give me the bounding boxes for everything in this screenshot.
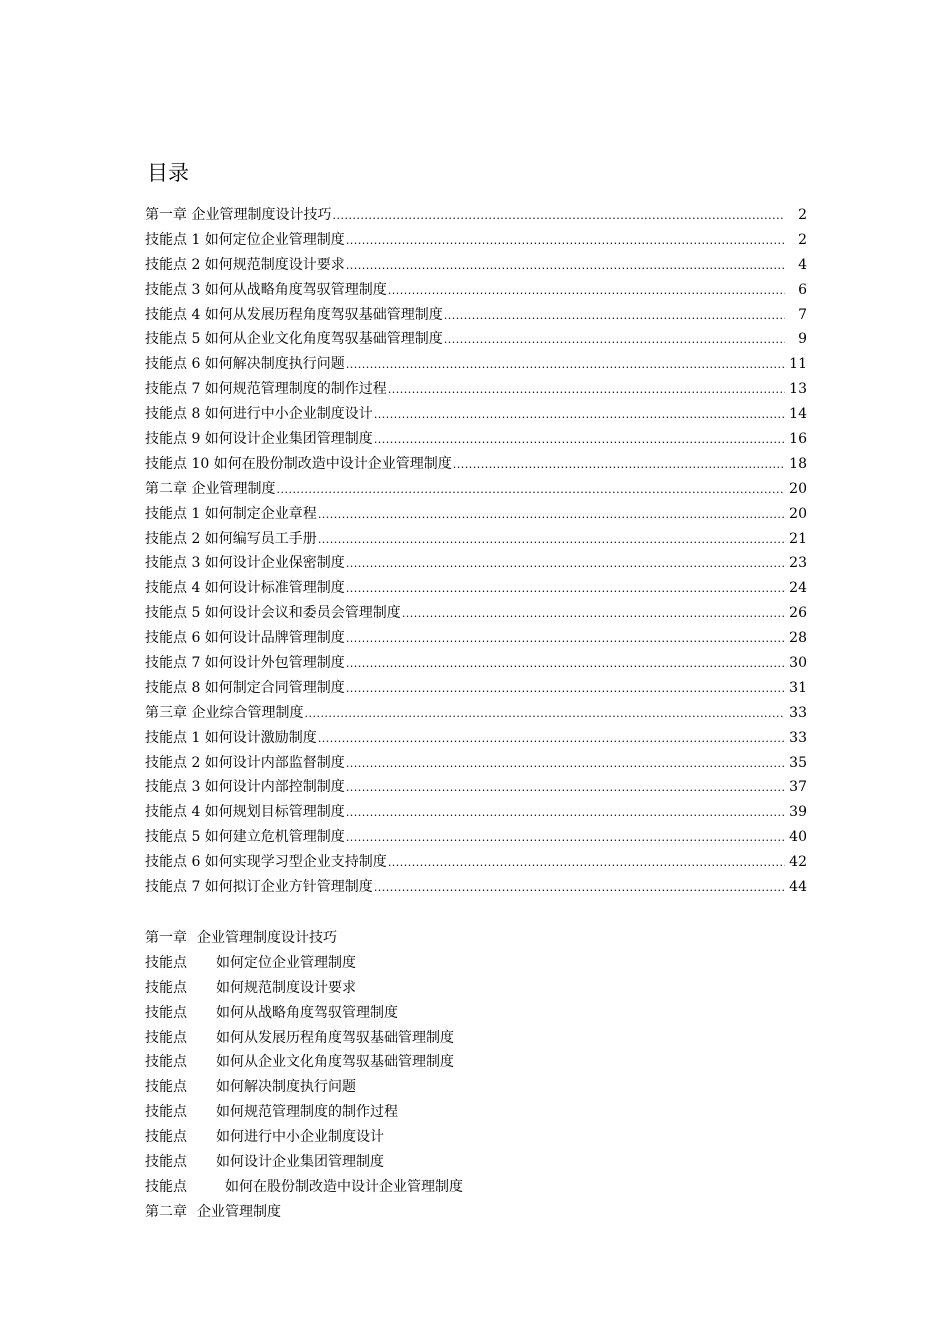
toc-leader-dots bbox=[374, 876, 785, 901]
toc-leader-dots bbox=[276, 478, 785, 503]
toc-page-number: 4 bbox=[798, 256, 807, 273]
toc-leader-dots bbox=[374, 403, 785, 428]
outline-item bbox=[145, 1175, 807, 1200]
toc-page-number: 33 bbox=[789, 729, 807, 746]
toc-leader-dots bbox=[346, 229, 785, 254]
toc-page-number: 18 bbox=[789, 455, 807, 472]
outline-item bbox=[145, 1026, 807, 1051]
toc-entry-label: 技能点 3 如何设计企业保密制度 bbox=[145, 555, 345, 572]
outline-item bbox=[145, 976, 807, 1001]
toc-leader-dots bbox=[318, 503, 785, 528]
toc-leader-dots bbox=[388, 851, 785, 876]
toc-leader-dots bbox=[346, 677, 785, 702]
toc-entry-label: 技能点 7 如何设计外包管理制度 bbox=[145, 655, 345, 672]
toc-entry[interactable] bbox=[145, 651, 807, 676]
outline-chapter-heading bbox=[145, 926, 807, 951]
outline-text: 如何设计企业集团管理制度 bbox=[216, 1154, 384, 1171]
toc-entry-label: 技能点 6 如何解决制度执行问题 bbox=[145, 356, 345, 373]
toc-entry[interactable] bbox=[145, 825, 807, 850]
outline-text: 如何进行中小企业制度设计 bbox=[216, 1129, 384, 1146]
toc-page-number: 21 bbox=[789, 530, 807, 547]
outline-prefix: 技能点 bbox=[145, 979, 187, 996]
toc-leader-dots bbox=[444, 304, 785, 329]
toc-leader-dots bbox=[346, 577, 785, 602]
toc-entry-label: 技能点 5 如何建立危机管理制度 bbox=[145, 829, 345, 846]
toc-leader-dots bbox=[402, 602, 785, 627]
toc-leader-dots bbox=[346, 826, 785, 851]
toc-entry[interactable] bbox=[145, 327, 807, 352]
toc-page-number: 26 bbox=[789, 605, 807, 622]
toc-entry[interactable] bbox=[145, 850, 807, 875]
toc-entry[interactable] bbox=[145, 303, 807, 328]
toc-leader-dots bbox=[346, 801, 785, 826]
toc-page-number: 39 bbox=[789, 804, 807, 821]
outline-prefix: 第一章 bbox=[145, 930, 187, 946]
outline-text: 如何从企业文化角度驾驭基础管理制度 bbox=[216, 1054, 454, 1071]
toc-leader-dots bbox=[318, 528, 785, 553]
toc-leader-dots bbox=[453, 453, 785, 478]
outline-prefix: 技能点 bbox=[145, 1178, 187, 1195]
toc-leader-dots bbox=[318, 727, 785, 752]
outline-item bbox=[145, 1125, 807, 1150]
toc-page-number: 33 bbox=[789, 704, 807, 721]
outline-prefix: 技能点 bbox=[145, 1154, 187, 1171]
outline-prefix: 技能点 bbox=[145, 954, 187, 971]
outline-text: 如何规范管理制度的制作过程 bbox=[216, 1104, 398, 1121]
toc-page-number: 28 bbox=[789, 630, 807, 647]
toc-entry-label: 技能点 3 如何设计内部控制制度 bbox=[145, 779, 345, 796]
toc-entry-label: 技能点 8 如何制定合同管理制度 bbox=[145, 679, 345, 696]
page-title: 目录 bbox=[147, 161, 189, 185]
toc-entry[interactable] bbox=[145, 352, 807, 377]
toc-page-number: 31 bbox=[789, 679, 807, 696]
toc-entry[interactable] bbox=[145, 228, 807, 253]
outline-text: 如何从战略角度驾驭管理制度 bbox=[216, 1004, 398, 1021]
toc-entry[interactable] bbox=[145, 775, 807, 800]
toc-entry-label: 技能点 5 如何设计会议和委员会管理制度 bbox=[145, 605, 401, 622]
toc-page-number: 2 bbox=[798, 207, 807, 223]
toc-page-number: 23 bbox=[789, 555, 807, 572]
outline-item bbox=[145, 1150, 807, 1175]
toc-leader-dots bbox=[346, 776, 785, 801]
outline-item bbox=[145, 951, 807, 976]
toc-entry-label: 技能点 5 如何从企业文化角度驾驭基础管理制度 bbox=[145, 331, 443, 348]
table-of-contents bbox=[145, 203, 807, 900]
toc-entry[interactable] bbox=[145, 551, 807, 576]
outline-chapter-heading bbox=[145, 1200, 807, 1225]
outline-text: 如何在股份制改造中设计企业管理制度 bbox=[225, 1178, 463, 1195]
toc-entry-label: 技能点 4 如何从发展历程角度驾驭基础管理制度 bbox=[145, 306, 443, 323]
toc-page-number: 11 bbox=[789, 356, 807, 373]
toc-leader-dots bbox=[444, 328, 785, 353]
outline-prefix: 技能点 bbox=[145, 1004, 187, 1021]
toc-entry[interactable] bbox=[145, 800, 807, 825]
toc-page-number: 42 bbox=[789, 854, 807, 871]
toc-entry-label: 技能点 4 如何设计标准管理制度 bbox=[145, 580, 345, 597]
toc-page-number: 44 bbox=[789, 879, 807, 896]
toc-entry-label: 技能点 7 如何拟订企业方针管理制度 bbox=[145, 879, 373, 896]
toc-entry[interactable] bbox=[145, 502, 807, 527]
outline-text: 如何规范制度设计要求 bbox=[216, 979, 356, 996]
outline-prefix: 第二章 bbox=[145, 1203, 187, 1220]
toc-entry[interactable] bbox=[145, 626, 807, 651]
outline-item bbox=[145, 1075, 807, 1100]
toc-entry-label: 技能点 9 如何设计企业集团管理制度 bbox=[145, 431, 373, 448]
toc-entry[interactable] bbox=[145, 402, 807, 427]
outline-prefix: 技能点 bbox=[145, 1129, 187, 1146]
toc-entry-label: 技能点 6 如何设计品牌管理制度 bbox=[145, 630, 345, 647]
toc-leader-dots bbox=[346, 752, 785, 777]
toc-entry-label: 技能点 10 如何在股份制改造中设计企业管理制度 bbox=[145, 455, 452, 472]
toc-entry[interactable] bbox=[145, 701, 807, 726]
toc-entry[interactable] bbox=[145, 427, 807, 452]
outline-prefix: 技能点 bbox=[145, 1104, 187, 1121]
toc-leader-dots bbox=[332, 204, 785, 229]
toc-leader-dots bbox=[346, 552, 785, 577]
toc-entry[interactable] bbox=[145, 601, 807, 626]
outline-prefix: 技能点 bbox=[145, 1054, 187, 1071]
toc-page-number: 16 bbox=[789, 431, 807, 448]
toc-leader-dots bbox=[346, 652, 785, 677]
toc-page-number: 35 bbox=[789, 754, 807, 771]
toc-entry-label: 技能点 1 如何设计激励制度 bbox=[145, 729, 317, 746]
outline-item bbox=[145, 1050, 807, 1075]
toc-leader-dots bbox=[346, 627, 785, 652]
outline-prefix: 技能点 bbox=[145, 1029, 187, 1046]
toc-leader-dots bbox=[388, 378, 785, 403]
toc-leader-dots bbox=[304, 702, 785, 727]
toc-entry-label: 技能点 1 如何定位企业管理制度 bbox=[145, 231, 345, 248]
toc-page-number: 13 bbox=[789, 381, 807, 398]
outline-text: 如何解决制度执行问题 bbox=[216, 1079, 356, 1096]
toc-entry[interactable] bbox=[145, 751, 807, 776]
toc-entry[interactable] bbox=[145, 203, 807, 228]
toc-entry[interactable] bbox=[145, 278, 807, 303]
outline-text: 如何从发展历程角度驾驭基础管理制度 bbox=[216, 1029, 454, 1046]
toc-page-number: 20 bbox=[789, 480, 807, 497]
toc-entry-label: 技能点 7 如何规范管理制度的制作过程 bbox=[145, 381, 387, 398]
toc-entry-label: 技能点 2 如何编写员工手册 bbox=[145, 530, 317, 547]
toc-entry-label: 技能点 4 如何规划目标管理制度 bbox=[145, 804, 345, 821]
toc-leader-dots bbox=[374, 428, 785, 453]
toc-page-number: 40 bbox=[789, 829, 807, 846]
toc-entry-label: 技能点 1 如何制定企业章程 bbox=[145, 505, 317, 522]
toc-entry-label: 第三章 企业综合管理制度 bbox=[145, 704, 304, 721]
toc-entry[interactable] bbox=[145, 253, 807, 278]
toc-entry-label: 技能点 8 如何进行中小企业制度设计 bbox=[145, 406, 373, 423]
toc-entry[interactable] bbox=[145, 875, 807, 900]
toc-page-number: 14 bbox=[789, 406, 807, 423]
toc-page-number: 7 bbox=[798, 306, 807, 323]
toc-entry[interactable] bbox=[145, 576, 807, 601]
outline-text: 企业管理制度 bbox=[197, 1203, 281, 1220]
toc-entry-label: 第一章 企业管理制度设计技巧 bbox=[145, 207, 332, 223]
outline-text: 如何定位企业管理制度 bbox=[216, 954, 356, 971]
toc-page-number: 37 bbox=[789, 779, 807, 796]
toc-leader-dots bbox=[346, 353, 785, 378]
section-outline bbox=[145, 926, 807, 1225]
toc-page-number: 24 bbox=[789, 580, 807, 597]
toc-entry[interactable] bbox=[145, 527, 807, 552]
outline-item bbox=[145, 1001, 807, 1026]
toc-page-number: 2 bbox=[798, 231, 807, 248]
toc-entry-label: 技能点 3 如何从战略角度驾驭管理制度 bbox=[145, 281, 387, 298]
toc-leader-dots bbox=[346, 254, 785, 279]
toc-entry-label: 技能点 2 如何规范制度设计要求 bbox=[145, 256, 345, 273]
toc-page-number: 6 bbox=[798, 281, 807, 298]
toc-entry[interactable] bbox=[145, 726, 807, 751]
toc-entry[interactable] bbox=[145, 452, 807, 477]
toc-entry[interactable] bbox=[145, 676, 807, 701]
toc-page-number: 30 bbox=[789, 655, 807, 672]
toc-entry-label: 技能点 6 如何实现学习型企业支持制度 bbox=[145, 854, 387, 871]
outline-text: 企业管理制度设计技巧 bbox=[197, 930, 337, 946]
toc-entry[interactable] bbox=[145, 477, 807, 502]
toc-entry[interactable] bbox=[145, 377, 807, 402]
outline-prefix: 技能点 bbox=[145, 1079, 187, 1096]
toc-leader-dots bbox=[388, 279, 785, 304]
outline-item bbox=[145, 1100, 807, 1125]
toc-page-number: 20 bbox=[789, 505, 807, 522]
toc-entry-label: 技能点 2 如何设计内部监督制度 bbox=[145, 754, 345, 771]
toc-entry-label: 第二章 企业管理制度 bbox=[145, 480, 276, 497]
toc-page-number: 9 bbox=[798, 331, 807, 348]
